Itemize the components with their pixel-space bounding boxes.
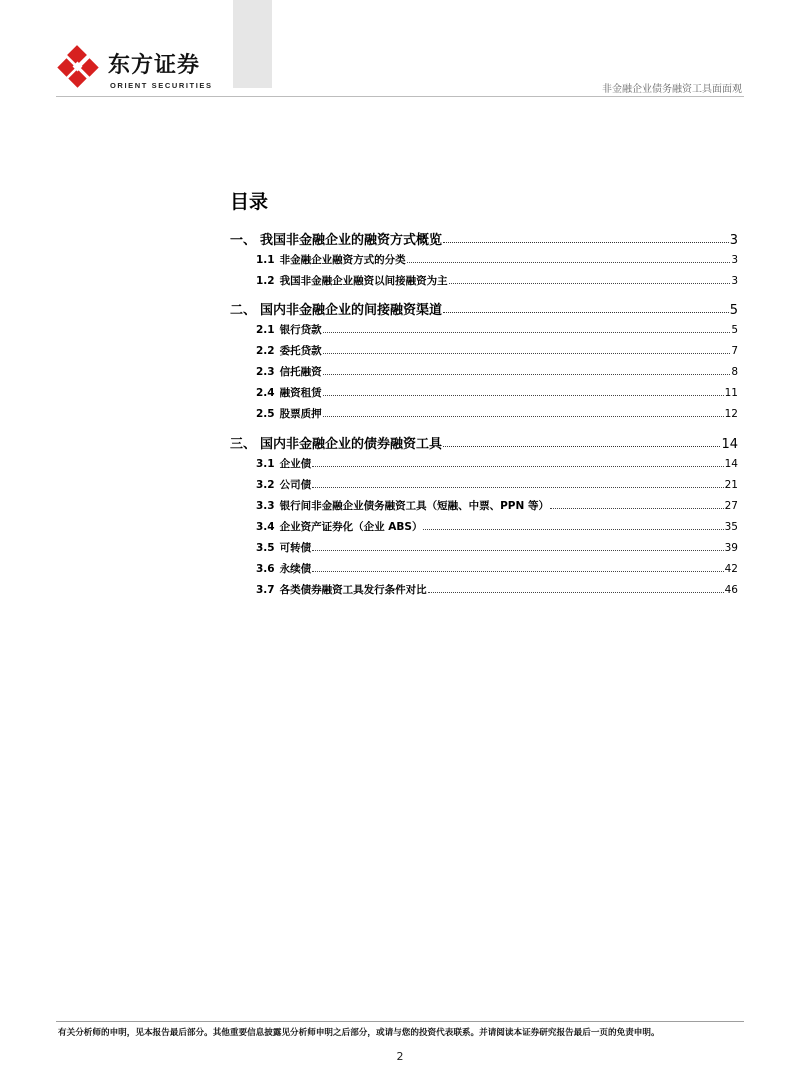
toc-page-number: 35 bbox=[724, 521, 738, 533]
toc-item-number: 1.2 bbox=[256, 275, 275, 287]
toc-leader-dots bbox=[323, 374, 731, 375]
toc-item[interactable] bbox=[230, 252, 738, 266]
toc-item-label: 股票质押 bbox=[279, 408, 322, 420]
toc-leader-dots bbox=[443, 312, 729, 313]
toc-leader-dots bbox=[312, 466, 724, 467]
toc-leader-dots bbox=[443, 242, 729, 243]
toc-item-number: 3.6 bbox=[256, 563, 275, 575]
toc-page-number: 5 bbox=[729, 303, 738, 318]
toc-item[interactable] bbox=[230, 561, 738, 575]
toc-page-number: 8 bbox=[731, 366, 738, 378]
toc-item-label: 银行间非金融企业债务融资工具（短融、中票、PPN 等） bbox=[279, 500, 549, 512]
toc-item-number: 2.1 bbox=[256, 324, 275, 336]
toc-item[interactable] bbox=[230, 322, 738, 336]
toc-item-label: 我国非金融企业融资以间接融资为主 bbox=[279, 275, 448, 287]
toc-leader-dots bbox=[323, 353, 731, 354]
toc-item-number: 3.5 bbox=[256, 542, 275, 554]
toc-page-number: 3 bbox=[731, 275, 738, 287]
toc-section-label: 我国非金融企业的融资方式概览 bbox=[260, 233, 443, 248]
toc-item-number: 3.7 bbox=[256, 584, 275, 596]
toc-item-label: 银行贷款 bbox=[279, 324, 322, 336]
footer-divider bbox=[56, 1021, 744, 1022]
toc-item[interactable] bbox=[230, 385, 738, 399]
toc-page-number: 3 bbox=[731, 254, 738, 266]
toc-leader-dots bbox=[323, 416, 724, 417]
header-gray-band bbox=[233, 0, 272, 88]
logo-mark-icon bbox=[56, 44, 104, 92]
orient-securities-logo bbox=[56, 44, 216, 92]
toc-item-number: 2.2 bbox=[256, 345, 275, 357]
logo-english-name: ORIENT SECURITIES bbox=[110, 81, 213, 90]
toc-item[interactable] bbox=[230, 540, 738, 554]
disclaimer-text: 有关分析师的申明，见本报告最后部分。其他重要信息披露见分析师申明之后部分，或请与您的投资代表联系。并请阅读本证券研究报告最后一页的免责申明。 bbox=[58, 1028, 660, 1038]
toc-item-label: 可转债 bbox=[279, 542, 312, 554]
toc-item-number: 3.3 bbox=[256, 500, 275, 512]
toc-item-number: 3.1 bbox=[256, 458, 275, 470]
toc-page-number: 3 bbox=[729, 233, 738, 248]
toc-section-number: 三、 bbox=[230, 437, 257, 452]
toc-page-number: 14 bbox=[721, 437, 738, 452]
toc-section-label: 国内非金融企业的间接融资渠道 bbox=[260, 303, 443, 318]
toc-item-label: 委托贷款 bbox=[279, 345, 322, 357]
toc-leader-dots bbox=[312, 571, 724, 572]
page-number: 2 bbox=[396, 1050, 404, 1063]
toc-item-label: 非金融企业融资方式的分类 bbox=[279, 254, 406, 266]
toc-leader-dots bbox=[449, 283, 731, 284]
toc-leader-dots bbox=[312, 487, 724, 488]
toc-section[interactable] bbox=[230, 299, 738, 317]
toc-item[interactable] bbox=[230, 498, 738, 512]
toc-item-number: 2.5 bbox=[256, 408, 275, 420]
toc-item-label: 永续债 bbox=[279, 563, 312, 575]
toc-page-number: 46 bbox=[724, 584, 738, 596]
toc-page-number: 12 bbox=[724, 408, 738, 420]
toc-page-number: 27 bbox=[724, 500, 738, 512]
toc-item[interactable] bbox=[230, 343, 738, 357]
toc-item[interactable] bbox=[230, 519, 738, 533]
toc-page-number: 5 bbox=[731, 324, 738, 336]
toc-page-number: 14 bbox=[724, 458, 738, 470]
toc-leader-dots bbox=[323, 395, 724, 396]
toc-leader-dots bbox=[312, 550, 724, 551]
toc-page-number: 21 bbox=[724, 479, 738, 491]
toc-page-number: 39 bbox=[724, 542, 738, 554]
toc-heading: 目录 bbox=[230, 191, 269, 213]
toc-item[interactable] bbox=[230, 273, 738, 287]
toc-leader-dots bbox=[550, 508, 724, 509]
toc-item-number: 3.4 bbox=[256, 521, 275, 533]
toc-item[interactable] bbox=[230, 582, 738, 596]
toc-item[interactable] bbox=[230, 406, 738, 420]
toc-item[interactable] bbox=[230, 364, 738, 378]
toc-item-number: 1.1 bbox=[256, 254, 275, 266]
toc-item-number: 2.3 bbox=[256, 366, 275, 378]
toc-leader-dots bbox=[407, 262, 731, 263]
toc-item-label: 公司债 bbox=[279, 479, 312, 491]
header-divider bbox=[56, 96, 744, 97]
toc-section-label: 国内非金融企业的债券融资工具 bbox=[260, 437, 443, 452]
toc-leader-dots bbox=[443, 446, 720, 447]
toc-item-number: 2.4 bbox=[256, 387, 275, 399]
toc-page-number: 11 bbox=[724, 387, 738, 399]
toc-item[interactable] bbox=[230, 456, 738, 470]
toc-section-number: 一、 bbox=[230, 233, 257, 248]
toc-item[interactable] bbox=[230, 477, 738, 491]
toc-page-number: 42 bbox=[724, 563, 738, 575]
toc-section-number: 二、 bbox=[230, 303, 257, 318]
toc-section[interactable] bbox=[230, 229, 738, 247]
toc-leader-dots bbox=[428, 592, 724, 593]
toc-item-label: 融资租赁 bbox=[279, 387, 322, 399]
toc-section[interactable] bbox=[230, 433, 738, 451]
toc-item-label: 企业资产证券化（企业 ABS） bbox=[279, 521, 423, 533]
report-title: 非金融企业债务融资工具面面观 bbox=[602, 84, 742, 95]
toc-leader-dots bbox=[423, 529, 723, 530]
toc-item-number: 3.2 bbox=[256, 479, 275, 491]
toc-item-label: 各类债券融资工具发行条件对比 bbox=[279, 584, 427, 596]
toc-page-number: 7 bbox=[731, 345, 738, 357]
toc-item-label: 企业债 bbox=[279, 458, 312, 470]
toc-leader-dots bbox=[323, 332, 731, 333]
toc-item-label: 信托融资 bbox=[279, 366, 322, 378]
logo-chinese-name: 东方证券 bbox=[108, 53, 201, 78]
